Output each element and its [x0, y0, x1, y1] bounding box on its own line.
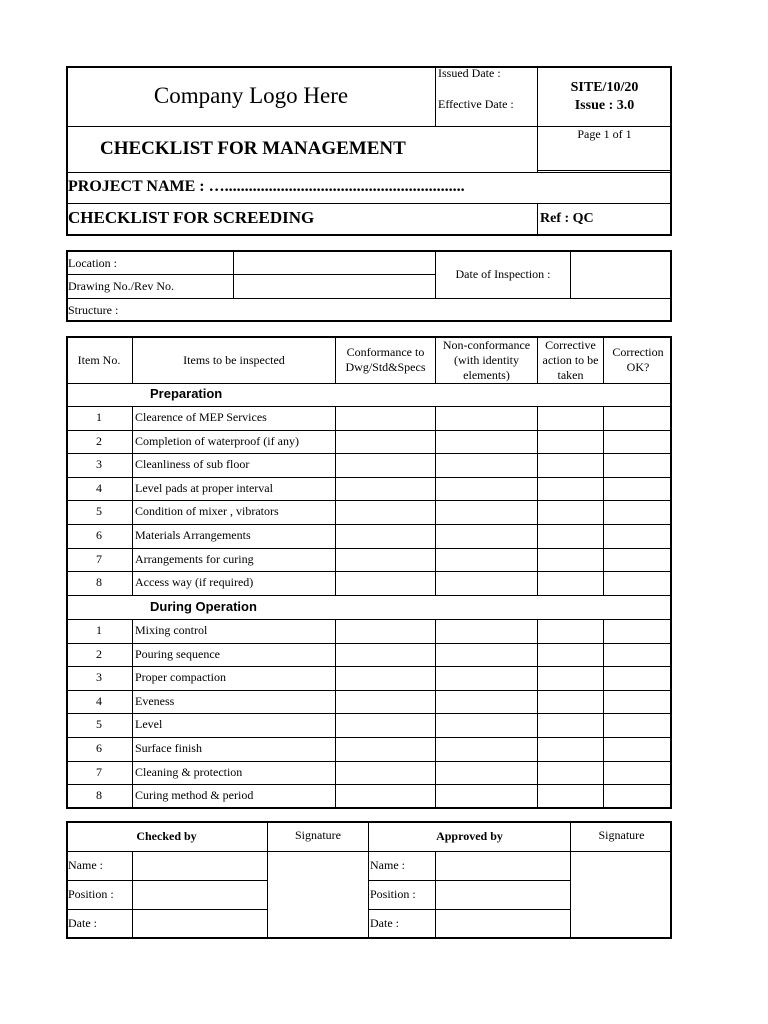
table-row — [66, 453, 672, 477]
col-item-no: Item No. — [77, 353, 121, 367]
corrective-action-cell[interactable] — [538, 714, 602, 736]
table-row — [66, 690, 672, 714]
issue-number: Issue : 3.0 — [574, 98, 635, 113]
structure-label: Structure : — [68, 303, 119, 317]
item-number: 4 — [96, 480, 102, 495]
corrective-action-cell[interactable] — [538, 525, 602, 547]
location-label: Location : — [68, 256, 117, 270]
item-number: 1 — [96, 410, 102, 424]
correction-ok-cell[interactable] — [604, 431, 671, 453]
table-row — [66, 737, 672, 761]
checked-date-label: Date : — [68, 916, 97, 930]
table-row — [66, 500, 672, 524]
item-description: Clearence of MEP Services — [135, 410, 267, 424]
nonconformance-cell[interactable] — [436, 644, 536, 666]
checked-position-label: Position : — [68, 887, 114, 901]
correction-ok-cell[interactable] — [604, 407, 671, 429]
checked-signature-field[interactable] — [268, 852, 368, 938]
conformance-cell[interactable] — [336, 714, 434, 736]
item-description: Proper compaction — [135, 670, 226, 685]
issued-date-label: Issued Date : — [438, 66, 501, 80]
checklist-subtitle: CHECKLIST FOR SCREEDING — [68, 208, 315, 227]
nonconformance-cell[interactable] — [436, 667, 536, 689]
item-description: Materials Arrangements — [135, 528, 251, 542]
section-during-operation-title: During Operation — [150, 599, 257, 614]
correction-ok-cell[interactable] — [604, 762, 671, 784]
correction-ok-cell[interactable] — [604, 785, 671, 807]
nonconformance-cell[interactable] — [436, 407, 536, 429]
col-correction-ok: Correction OK? — [612, 345, 664, 374]
corrective-action-cell[interactable] — [538, 667, 602, 689]
item-description: Surface finish — [135, 741, 202, 755]
item-description: Cleanliness of sub floor — [135, 457, 250, 472]
structure-field[interactable] — [140, 299, 670, 320]
approved-position-label: Position : — [370, 887, 416, 901]
nonconformance-cell[interactable] — [436, 714, 536, 736]
corrective-action-cell[interactable] — [538, 691, 602, 713]
correction-ok-cell[interactable] — [604, 549, 671, 571]
nonconformance-cell[interactable] — [436, 501, 536, 523]
correction-ok-cell[interactable] — [604, 714, 671, 736]
conformance-cell[interactable] — [336, 644, 434, 666]
item-number: 8 — [96, 575, 102, 590]
checked-name-label: Name : — [68, 858, 103, 872]
conformance-cell[interactable] — [336, 549, 434, 571]
item-description: Condition of mixer , vibrators — [135, 504, 279, 519]
drawing-label: Drawing No./Rev No. — [68, 279, 174, 293]
checked-name-field[interactable] — [133, 852, 267, 880]
item-description: Eveness — [135, 693, 175, 708]
conformance-cell[interactable] — [336, 525, 434, 547]
item-description: Level — [135, 717, 163, 732]
checked-position-field[interactable] — [133, 881, 267, 909]
nonconformance-cell[interactable] — [436, 525, 536, 547]
item-number: 3 — [96, 670, 102, 685]
item-number: 4 — [96, 693, 102, 708]
conformance-cell[interactable] — [336, 667, 434, 689]
location-field[interactable] — [234, 251, 435, 274]
corrective-action-cell[interactable] — [538, 644, 602, 666]
nonconformance-cell[interactable] — [436, 762, 536, 784]
section-preparation-title: Preparation — [150, 386, 223, 401]
corrective-action-cell[interactable] — [538, 431, 602, 453]
conformance-cell[interactable] — [336, 620, 434, 642]
item-description: Mixing control — [135, 623, 208, 637]
col-items-inspected: Items to be inspected — [183, 353, 285, 367]
approved-signature-field[interactable] — [571, 852, 671, 938]
table-row — [66, 571, 672, 595]
item-description: Completion of waterproof (if any) — [135, 433, 299, 448]
table-row — [66, 713, 672, 737]
nonconformance-cell[interactable] — [436, 454, 536, 476]
conformance-cell[interactable] — [336, 738, 434, 760]
conformance-cell[interactable] — [336, 454, 434, 476]
nonconformance-cell[interactable] — [436, 572, 536, 594]
nonconformance-cell[interactable] — [436, 785, 536, 807]
item-number: 5 — [96, 717, 102, 732]
correction-ok-cell[interactable] — [604, 501, 671, 523]
conformance-cell[interactable] — [336, 407, 434, 429]
approved-by-label: Approved by — [436, 829, 503, 843]
page-number: Page 1 of 1 — [577, 127, 632, 141]
conformance-cell[interactable] — [336, 501, 434, 523]
approved-name-label: Name : — [370, 858, 405, 872]
table-row — [66, 430, 672, 454]
nonconformance-cell[interactable] — [436, 620, 536, 642]
corrective-action-cell[interactable] — [538, 478, 602, 500]
corrective-action-cell[interactable] — [538, 785, 602, 807]
correction-ok-cell[interactable] — [604, 454, 671, 476]
item-description: Access way (if required) — [135, 575, 254, 590]
conformance-cell[interactable] — [336, 762, 434, 784]
table-row — [66, 666, 672, 690]
correction-ok-cell[interactable] — [604, 478, 671, 500]
table-row — [66, 784, 672, 808]
correction-ok-cell[interactable] — [604, 572, 671, 594]
nonconformance-cell[interactable] — [436, 431, 536, 453]
item-number: 7 — [96, 551, 102, 566]
table-row — [66, 761, 672, 785]
table-row — [66, 643, 672, 667]
effective-date-label: Effective Date : — [438, 97, 514, 111]
item-description: Pouring sequence — [135, 646, 220, 661]
correction-ok-cell[interactable] — [604, 644, 671, 666]
reference-code: Ref : QC — [540, 211, 594, 226]
correction-ok-cell[interactable] — [604, 525, 671, 547]
item-description: Cleaning & protection — [135, 764, 243, 779]
col-conformance: Conformance to Dwg/Std&Specs — [345, 345, 426, 374]
corrective-action-cell[interactable] — [538, 407, 602, 429]
item-description: Arrangements for curing — [135, 551, 254, 566]
project-name: PROJECT NAME : …............................................................ — [68, 178, 465, 195]
conformance-cell[interactable] — [336, 478, 434, 500]
corrective-action-cell[interactable] — [538, 572, 602, 594]
document-code: SITE/10/20 — [570, 80, 639, 95]
corrective-action-cell[interactable] — [538, 738, 602, 760]
col-nonconformance: Non-conformance (with identity elements) — [442, 338, 531, 382]
corrective-action-cell[interactable] — [538, 762, 602, 784]
company-logo-placeholder: Company Logo Here — [153, 83, 349, 108]
item-number: 1 — [96, 623, 102, 637]
checked-by-label: Checked by — [136, 829, 197, 843]
item-description: Level pads at proper interval — [135, 480, 273, 495]
approved-date-label: Date : — [370, 916, 399, 930]
nonconformance-cell[interactable] — [436, 691, 536, 713]
approved-position-field[interactable] — [436, 881, 570, 909]
item-number: 6 — [96, 528, 102, 542]
table-row — [66, 548, 672, 572]
conformance-cell[interactable] — [336, 431, 434, 453]
corrective-action-cell[interactable] — [538, 454, 602, 476]
signature-label-2: Signature — [598, 828, 645, 842]
col-corrective-action: Corrective action to be taken — [542, 338, 599, 382]
conformance-cell[interactable] — [336, 691, 434, 713]
item-number: 6 — [96, 741, 102, 755]
corrective-action-cell[interactable] — [538, 501, 602, 523]
item-number: 2 — [96, 646, 102, 661]
date-of-inspection-field[interactable] — [571, 251, 670, 298]
nonconformance-cell[interactable] — [436, 549, 536, 571]
table-row — [66, 524, 672, 548]
item-number: 2 — [96, 433, 102, 448]
item-number: 8 — [96, 788, 102, 803]
item-number: 3 — [96, 457, 102, 472]
corrective-action-cell[interactable] — [538, 549, 602, 571]
correction-ok-cell[interactable] — [604, 691, 671, 713]
checklist-title: CHECKLIST FOR MANAGEMENT — [100, 138, 406, 159]
item-description: Curing method & period — [135, 788, 254, 803]
table-row — [66, 477, 672, 501]
approved-date-field[interactable] — [436, 910, 570, 938]
drawing-field[interactable] — [234, 275, 435, 298]
corrective-action-cell[interactable] — [538, 620, 602, 642]
checked-date-field[interactable] — [133, 910, 267, 938]
correction-ok-cell[interactable] — [604, 667, 671, 689]
conformance-cell[interactable] — [336, 572, 434, 594]
item-number: 7 — [96, 764, 102, 779]
nonconformance-cell[interactable] — [436, 738, 536, 760]
table-row — [66, 619, 672, 643]
signature-label-1: Signature — [295, 828, 341, 842]
correction-ok-cell[interactable] — [604, 620, 671, 642]
correction-ok-cell[interactable] — [604, 738, 671, 760]
item-number: 5 — [96, 504, 102, 519]
conformance-cell[interactable] — [336, 785, 434, 807]
date-of-inspection-label: Date of Inspection : — [455, 267, 551, 281]
approved-name-field[interactable] — [436, 852, 570, 880]
table-row — [66, 406, 672, 430]
nonconformance-cell[interactable] — [436, 478, 536, 500]
